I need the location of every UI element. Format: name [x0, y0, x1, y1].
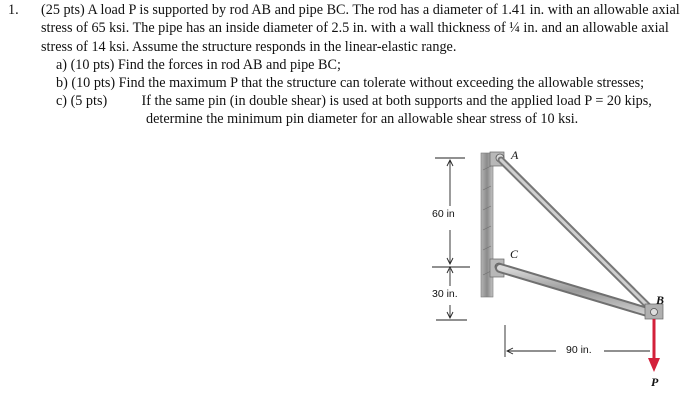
part-a-label: a) (10 pts) — [56, 57, 115, 73]
part-c-label: c) (5 pts) — [56, 93, 108, 109]
problem-number: 1. — [8, 2, 19, 18]
point-a-label: A — [511, 148, 519, 162]
part-b-text: Find the maximum P that the structure can tolerate without exceeding the allowable stresses; — [118, 75, 645, 91]
dim-label-60in: 60 in — [432, 208, 455, 220]
pin-b — [651, 309, 658, 316]
problem-text: (25 pts) A load P is supported by rod AB and pipe BC. The rod has a diameter of 1.41 in. with an allowable axial stress of 65 ksi. The pipe has an inside diameter of 2.5 in. with a wall thickness of ¼ in. and an allowable axial stress of 14 ksi. Assume the structure responds in the linear-elastic range. — [41, 2, 680, 55]
part-b-label: b) (10 pts) — [56, 75, 116, 91]
load-arrow-head — [648, 358, 660, 372]
part-c-text-2: determine the minimum pin diameter for an allowable shear stress of 10 ksi. — [146, 111, 579, 127]
point-c-label: C — [510, 247, 519, 261]
load-p-label: P — [651, 375, 659, 389]
part-c-text: If the same pin (in double shear) is used at both supports and the applied load P = 20 kips, — [141, 93, 652, 109]
point-b-label: B — [656, 293, 665, 307]
dim-label-30in: 30 in. — [432, 288, 458, 300]
dim-label-90in: 90 in. — [566, 344, 592, 356]
part-a-text: Find the forces in rod AB and pipe BC; — [117, 57, 341, 73]
